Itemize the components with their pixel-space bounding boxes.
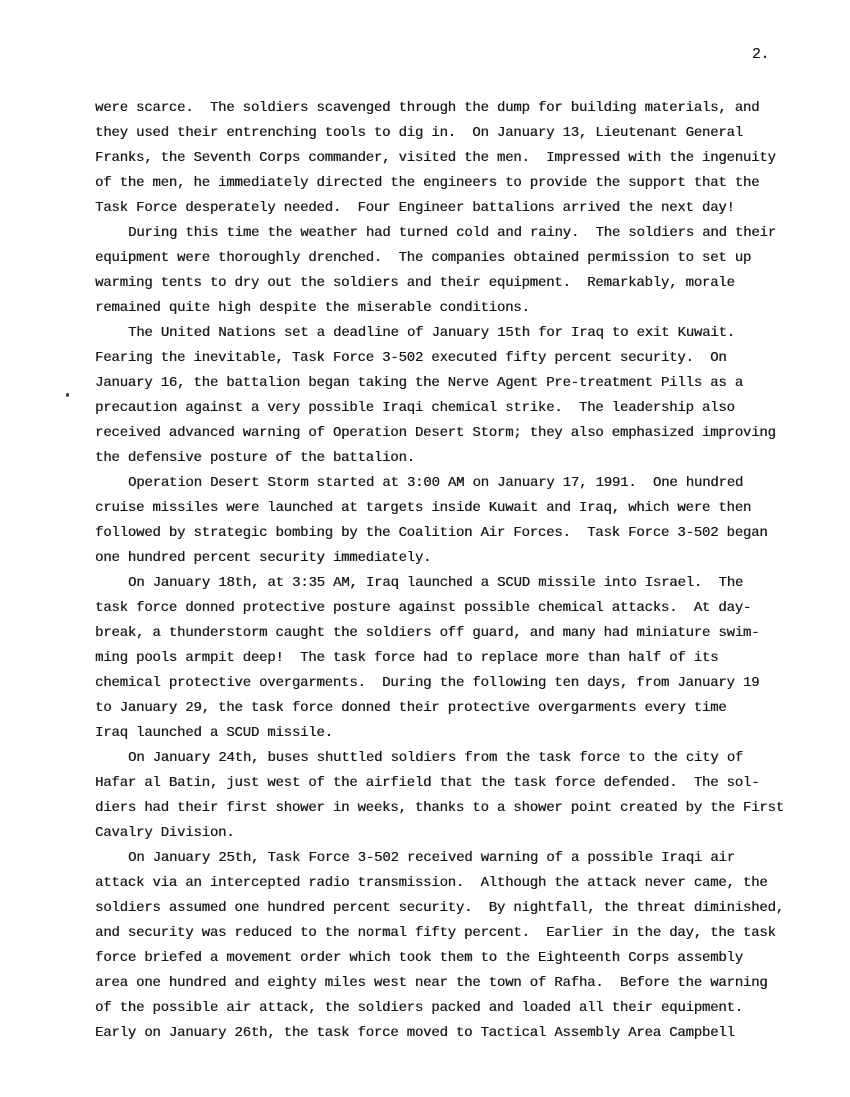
- document-body: [95, 96, 820, 1046]
- text-line: were scarce. The soldiers scavenged through the dump for building materials, and: [95, 100, 760, 116]
- paragraph-3: [95, 321, 820, 471]
- text-line: break, a thunderstorm caught the soldiers off guard, and many had miniature swim-: [95, 625, 760, 641]
- text-line: force briefed a movement order which took them to the Eighteenth Corps assembly: [95, 950, 743, 966]
- text-line: one hundred percent security immediately.: [95, 550, 432, 566]
- text-line: Operation Desert Storm started at 3:00 AM on January 17, 1991. One hundred: [128, 475, 744, 491]
- text-line: Cavalry Division.: [95, 825, 235, 841]
- text-line: received advanced warning of Operation Desert Storm; they also emphasized improving: [95, 425, 776, 441]
- text-line: On January 24th, buses shuttled soldiers from the task force to the city of: [128, 750, 744, 766]
- text-line: they used their entrenching tools to dig in. On January 13, Lieutenant General: [95, 125, 743, 141]
- paragraph-2: [95, 221, 820, 321]
- text-line: of the men, he immediately directed the engineers to provide the support that the: [95, 175, 760, 191]
- text-line: cruise missiles were launched at targets inside Kuwait and Iraq, which were then: [95, 500, 752, 516]
- text-line: remained quite high despite the miserable conditions.: [95, 300, 530, 316]
- text-line: equipment were thoroughly drenched. The companies obtained permission to set up: [95, 250, 752, 266]
- text-line: precaution against a very possible Iraqi chemical strike. The leadership also: [95, 400, 735, 416]
- text-line: followed by strategic bombing by the Coalition Air Forces. Task Force 3-502 began: [95, 525, 768, 541]
- text-line: of the possible air attack, the soldiers packed and loaded all their equipment.: [95, 1000, 743, 1016]
- text-line: Task Force desperately needed. Four Engineer battalions arrived the next day!: [95, 200, 735, 216]
- paragraph-1: [95, 96, 820, 221]
- text-line: Fearing the inevitable, Task Force 3-502 executed fifty percent security. On: [95, 350, 727, 366]
- paragraph-5: [95, 571, 820, 746]
- text-line: Early on January 26th, the task force moved to Tactical Assembly Area Campbell: [95, 1025, 735, 1041]
- text-line: attack via an intercepted radio transmission. Although the attack never came, the: [95, 875, 768, 891]
- text-line: and security was reduced to the normal fifty percent. Earlier in the day, the task: [95, 925, 776, 941]
- text-line: On January 18th, at 3:35 AM, Iraq launched a SCUD missile into Israel. The: [128, 575, 744, 591]
- text-line: The United Nations set a deadline of January 15th for Iraq to exit Kuwait.: [128, 325, 735, 341]
- scan-speck: [66, 393, 69, 397]
- text-line: During this time the weather had turned cold and rainy. The soldiers and their: [128, 225, 776, 241]
- paragraph-6: [95, 746, 820, 846]
- text-line: On January 25th, Task Force 3-502 received warning of a possible Iraqi air: [128, 850, 735, 866]
- text-line: task force donned protective posture against possible chemical attacks. At day-: [95, 600, 752, 616]
- text-line: Franks, the Seventh Corps commander, visited the men. Impressed with the ingenuity: [95, 150, 776, 166]
- text-line: to January 29, the task force donned their protective overgarments every time: [95, 700, 727, 716]
- text-line: ming pools armpit deep! The task force had to replace more than half of its: [95, 650, 719, 666]
- text-line: January 16, the battalion began taking the Nerve Agent Pre-treatment Pills as a: [95, 375, 743, 391]
- text-line: warming tents to dry out the soldiers and their equipment. Remarkably, morale: [95, 275, 735, 291]
- text-line: Hafar al Batin, just west of the airfield that the task force defended. The sol-: [95, 775, 760, 791]
- text-line: the defensive posture of the battalion.: [95, 450, 415, 466]
- text-line: soldiers assumed one hundred percent security. By nightfall, the threat diminished,: [95, 900, 784, 916]
- text-line: area one hundred and eighty miles west near the town of Rafha. Before the warning: [95, 975, 768, 991]
- text-line: chemical protective overgarments. During the following ten days, from January 19: [95, 675, 760, 691]
- text-line: diers had their first shower in weeks, thanks to a shower point created by the First: [95, 800, 784, 816]
- text-line: Iraq launched a SCUD missile.: [95, 725, 333, 741]
- paragraph-7: [95, 846, 820, 1046]
- page-number: 2.: [752, 47, 770, 63]
- paragraph-4: [95, 471, 820, 571]
